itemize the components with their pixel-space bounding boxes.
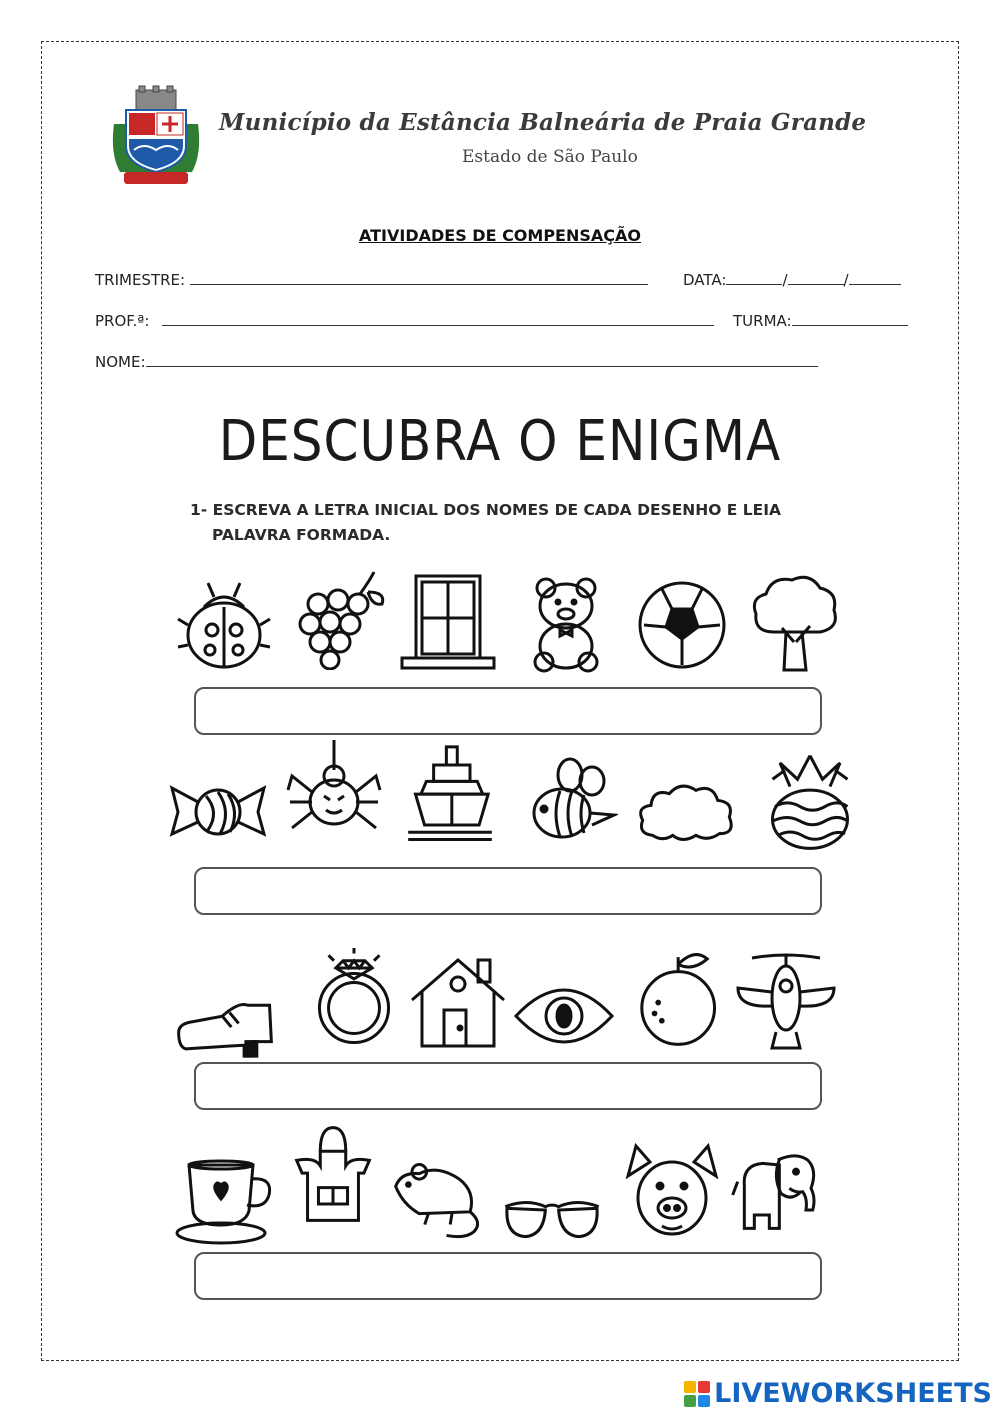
trimestre-label: TRIMESTRE: xyxy=(95,271,186,289)
mouse-icon xyxy=(392,1150,492,1250)
instruction-line-2: PALAVRA FORMADA. xyxy=(212,526,391,544)
liveworksheets-logo-icon xyxy=(684,1381,710,1407)
data-field xyxy=(683,270,901,289)
municipal-crest-icon xyxy=(106,84,206,190)
teddy-bear-icon xyxy=(516,574,616,674)
liveworksheets-brand xyxy=(684,1378,992,1409)
prof-field xyxy=(95,311,714,330)
cup-icon xyxy=(175,1150,275,1250)
data-label: DATA: xyxy=(683,271,727,289)
pineapple-icon xyxy=(760,752,860,852)
ladybug-icon xyxy=(174,575,274,675)
bee-icon xyxy=(518,755,618,855)
nome-line xyxy=(146,352,818,367)
ring-icon xyxy=(304,948,404,1048)
date-sep: / xyxy=(843,271,849,289)
instruction-line-1: 1- ESCREVA A LETRA INICIAL DOS NOMES DE CADA DESENHO E LEIA xyxy=(190,501,782,519)
answer-box-4[interactable] xyxy=(194,1252,822,1300)
candy-icon xyxy=(168,762,268,862)
brand-name: LIVEWORKSHEETS xyxy=(714,1378,992,1409)
answer-box-2[interactable] xyxy=(194,867,822,915)
answer-box-1[interactable] xyxy=(194,687,822,735)
activity-title: DESCUBRA O ENIGMA xyxy=(218,408,782,474)
ship-icon xyxy=(400,745,500,845)
apron-icon xyxy=(283,1124,383,1224)
date-sep: / xyxy=(782,271,788,289)
spider-icon xyxy=(284,740,384,840)
state-name: Estado de São Paulo xyxy=(462,147,638,167)
trimestre-field xyxy=(95,270,648,289)
window-icon xyxy=(398,572,498,672)
turma-field xyxy=(733,311,908,330)
nome-field xyxy=(95,352,818,371)
turma-label: TURMA: xyxy=(733,312,792,330)
turma-line xyxy=(792,311,908,326)
nome-label: NOME: xyxy=(95,353,146,371)
month-line xyxy=(788,270,844,285)
year-line xyxy=(849,270,901,285)
grapes-icon xyxy=(290,570,390,670)
ball-icon xyxy=(632,575,732,675)
eye-icon xyxy=(514,966,614,1066)
airplane-icon xyxy=(736,952,836,1052)
tree-icon xyxy=(744,572,844,672)
cloud-icon xyxy=(636,762,736,862)
prof-line xyxy=(162,311,714,326)
orange-icon xyxy=(630,948,730,1048)
day-line xyxy=(726,270,782,285)
pig-icon xyxy=(622,1142,722,1242)
instruction-text xyxy=(190,498,781,548)
prof-label: PROF.ª: xyxy=(95,312,150,330)
municipality-name: Município da Estância Balneária de Praia Grande xyxy=(219,109,867,136)
house-icon xyxy=(408,952,508,1052)
answer-box-3[interactable] xyxy=(194,1062,822,1110)
trimestre-line xyxy=(190,270,648,285)
elephant-icon xyxy=(726,1140,826,1240)
page-heading: ATIVIDADES DE COMPENSAÇÃO xyxy=(358,226,642,245)
